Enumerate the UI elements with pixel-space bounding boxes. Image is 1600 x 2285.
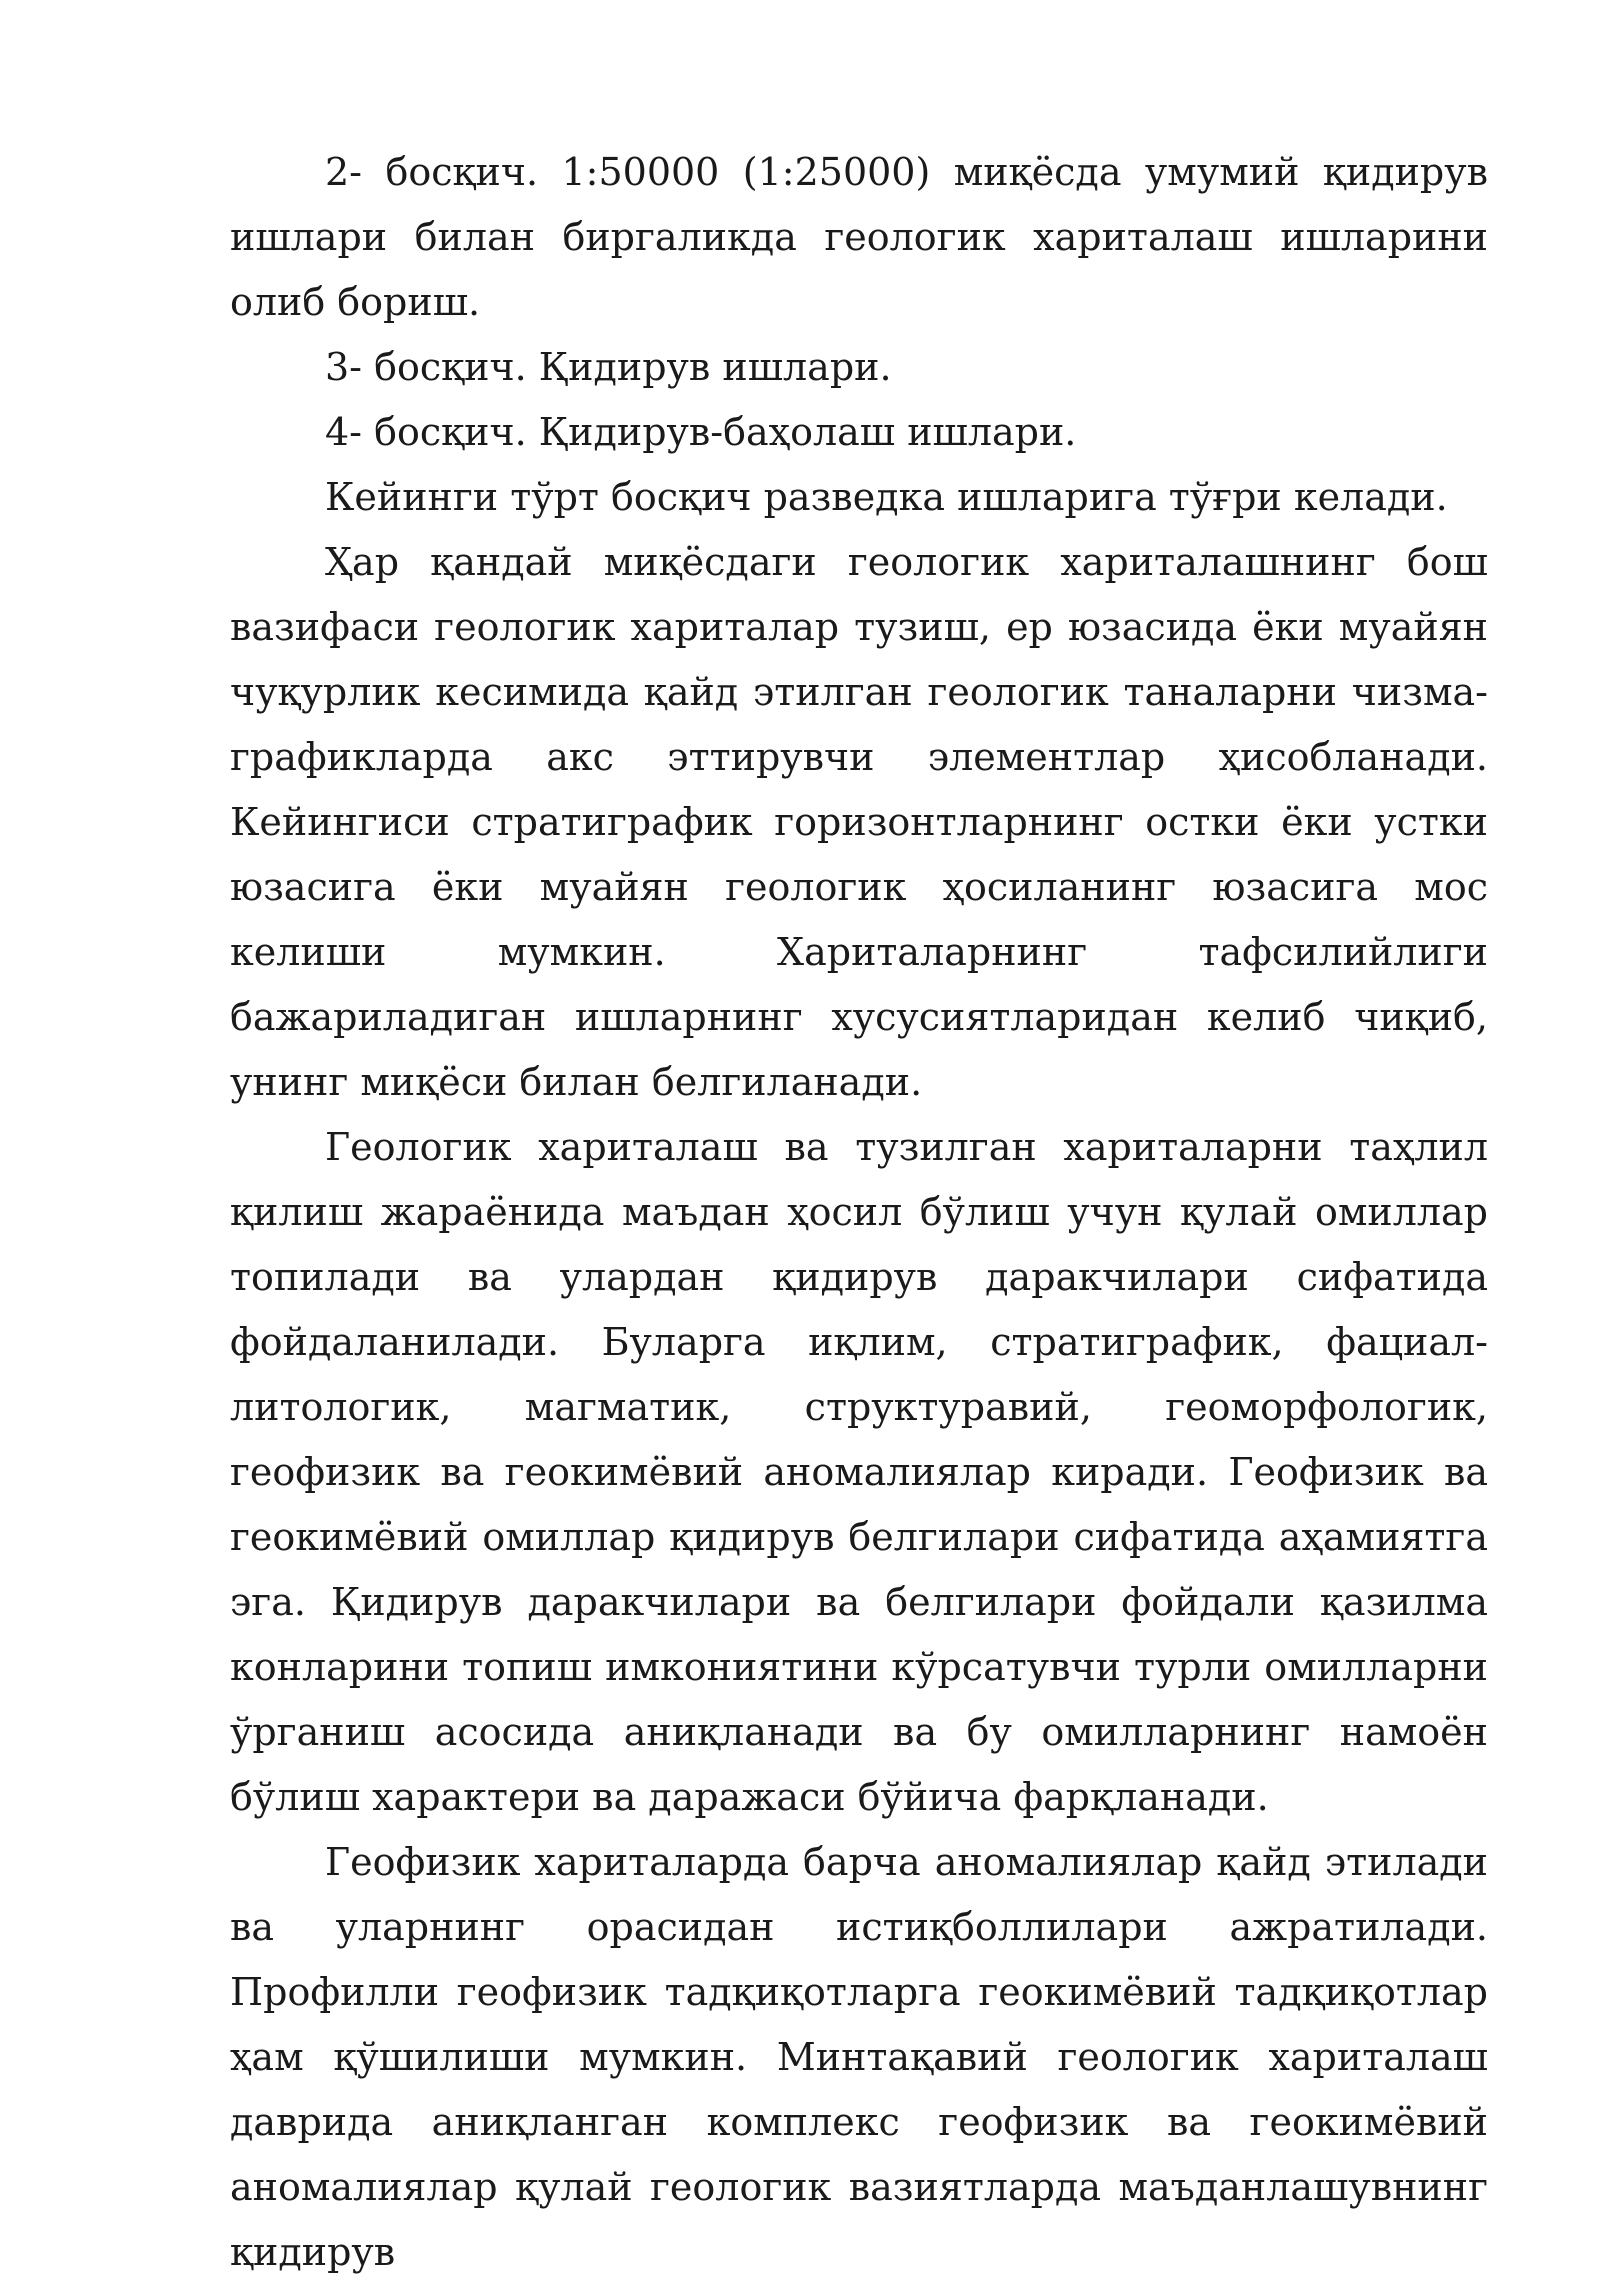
paragraph-stage-4: 4- босқич. Қидирув-баҳолаш ишлари. [325, 410, 1077, 454]
document-page [230, 140, 1488, 2285]
paragraph-stage-2: 2- босқич. 1:50000 (1:25000) миқёсда умумий қидирув ишлари билан биргаликда геологик хариталаш ишларини олиб бориш. [230, 150, 1488, 324]
paragraph-geophysical-maps: Геофизик хариталарда барча аномалиялар қайд этилади ва уларнинг орасидан истиқболлилари ажратилади. Профилли геофизик тадқиқотларга геокимёвий тадқиқотлар ҳам қўшилиши мумкин. Минтақавий геологик хариталаш даврида аниқланган комплекс геофизик ва геокимёвий аномалиялар қулай геологик вазиятларда маъданлашувнинг қидирув [230, 1840, 1488, 2274]
paragraph-next-stages: Кейинги тўрт босқич разведка ишларига тўғри келади. [325, 475, 1448, 519]
paragraph-mapping-task: Ҳар қандай миқёсдаги геологик хариталашнинг бош вазифаси геологик хариталар тузиш, ер юзасида ёки муайян чуқурлик кесимида қайд этилган геологик таналарни чизма-графикларда акс эттирувчи элементлар ҳисобланади. Кейингиси стратиграфик горизонтларнинг остки ёки устки юзасига ёки муайян геологик ҳосиланинг юзасига мос келиши мумкин. Хариталарнинг тафсилийлиги бажариладиган ишларнинг хусусиятларидан келиб чиқиб, унинг миқёси билан белгиланади. [230, 540, 1488, 1104]
paragraph-mapping-analysis: Геологик хариталаш ва тузилган хариталарни таҳлил қилиш жараёнида маъдан ҳосил бўлиш учун қулай омиллар топилади ва улардан қидирув даракчилари сифатида фойдаланилади. Буларга иқлим, стратиграфик, фациал-литологик, магматик, структуравий, геоморфологик, геофизик ва геокимёвий аномалиялар киради. Геофизик ва геокимёвий омиллар қидирув белгилари сифатида аҳамиятга эга. Қидирув даракчилари ва белгилари фойдали қазилма конларини топиш имкониятини кўрсатувчи турли омилларни ўрганиш асосида аниқланади ва бу омилларнинг намоён бўлиш характери ва даражаси бўйича фарқланади. [230, 1125, 1488, 1819]
paragraph-stage-3: 3- босқич. Қидирув ишлари. [325, 345, 892, 389]
